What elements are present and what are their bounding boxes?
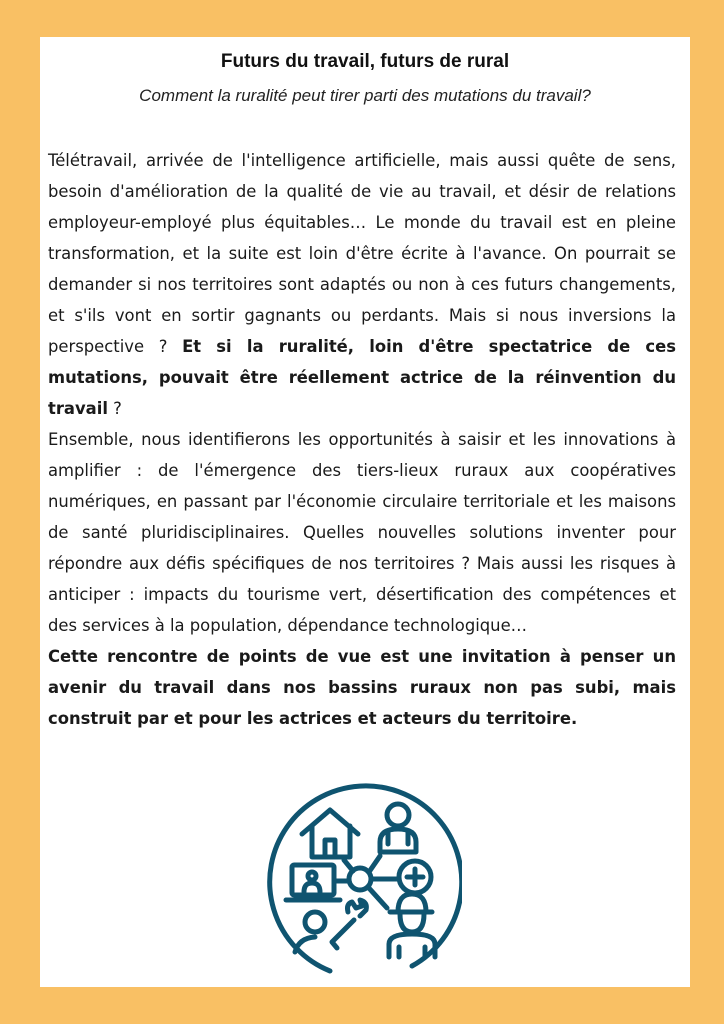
rural-work-network-icon — [262, 782, 462, 982]
page-title: Futurs du travail, futurs de rural — [220, 51, 510, 72]
paragraph-1-text: Télétravail, arrivée de l'intelligence artificielle, mais aussi quête de sens, besoin d'amélioration de la qualité de vie au travail, et désir de relations employeur-employé plus équitables… Le monde du travail est en pleine transformation, et la suite est loin d'être écrite à l'avance. On pourrait se demander si nos territoires sont adaptés ou non à ces futurs changements, et s'ils vont en sortir gagnants ou perdants. Mais si nous inversions la perspective ? — [48, 151, 676, 356]
paragraph-3-bold: Cette rencontre de points de vue est une invitation à penser un avenir du travail dans nos bassins ruraux non pas subi, mais construit par et pour les actrices et acteurs du territoire. — [48, 647, 676, 728]
paragraph-2: Ensemble, nous identifierons les opportunités à saisir et les innovations à amplifier : de l'émergence des tiers-lieux ruraux aux coopératives numériques, en passant par l'économie circulaire territoriale et les maisons de santé pluridisciplinaires. Quelles nouvelles solutions inventer pour répondre aux défis spécifiques de nos territoires ? Mais aussi les risques à anticiper : impacts du tourisme vert, désertification des compétences et des services à la population, dépendance technologique… — [48, 430, 676, 635]
document-panel — [40, 37, 690, 987]
page-subtitle: Comment la ruralité peut tirer parti des mutations du travail? — [139, 86, 591, 105]
body-text — [48, 145, 676, 734]
paragraph-3 — [48, 641, 676, 734]
paragraph-1-end: ? — [107, 399, 122, 418]
paragraph-1-bold: Et si la ruralité, loin d'être spectatrice de ces mutations, pouvait être réellement actrice de la réinvention du travail — [48, 337, 676, 418]
paragraph-1 — [48, 145, 676, 424]
